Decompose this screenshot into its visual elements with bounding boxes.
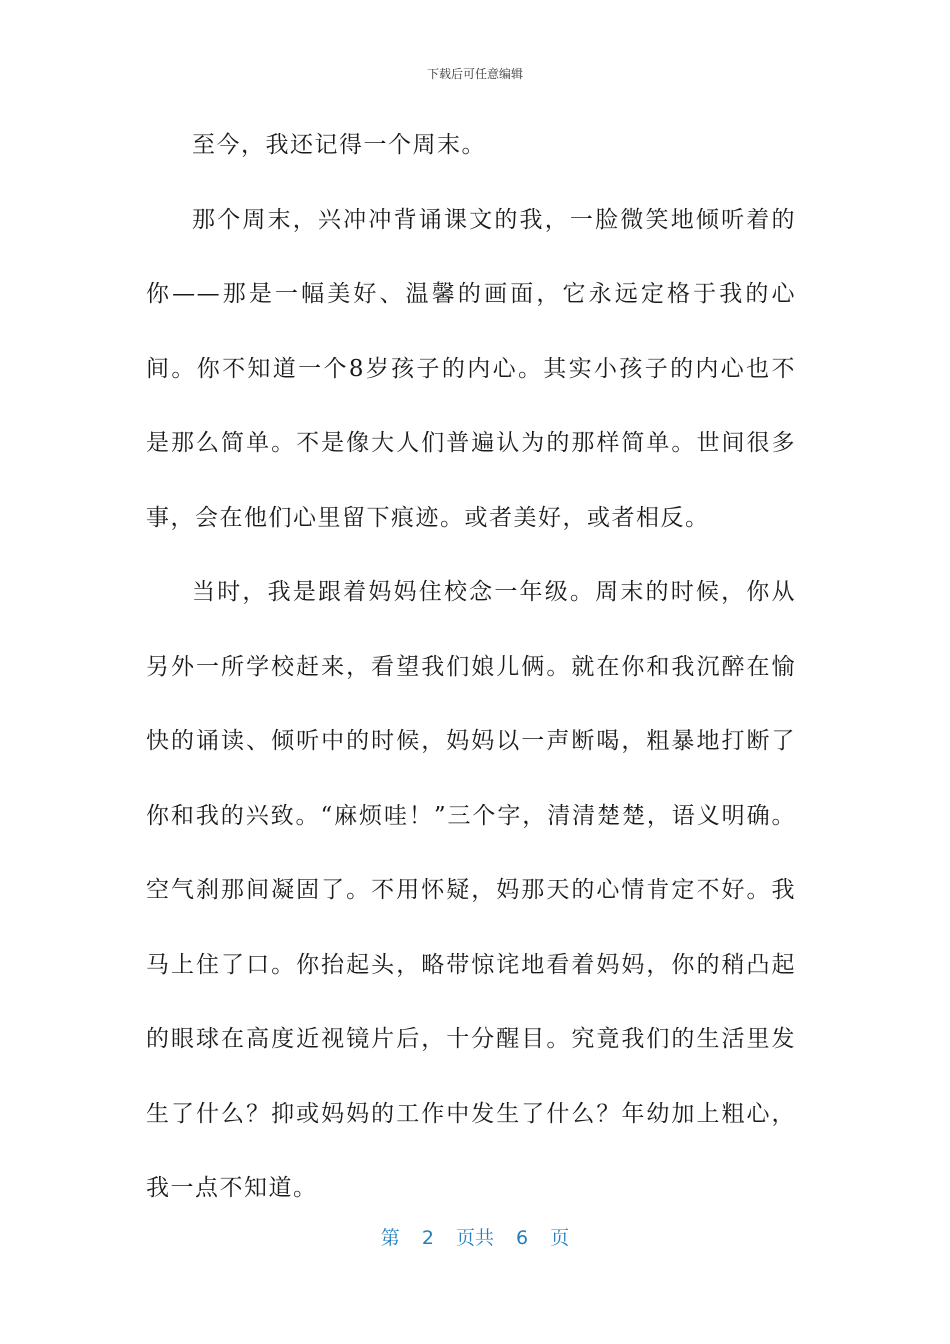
footer-current-page: 2 [421,1227,434,1249]
footer-suffix: 页 [550,1227,570,1249]
page-footer [0,1224,950,1252]
page-header: 下载后可任意编辑 [426,67,523,81]
paragraph-1: 至今，我还记得一个周末。 [192,132,486,158]
paragraph-3: 当时，我是跟着妈妈住校念一年级。周末的时候，你从另外一所学校赶来，看望我们娘儿俩。就在你和我沉醉在愉快的诵读、倾听中的时候，妈妈以一声断喝，粗暴地打断了你和我的兴致。“麻烦哇！”三个字，清清楚楚，语义明确。空气刹那间凝固了。不用怀疑，妈那天的心情肯定不好。我马上住了口。你抬起头，略带惊诧地看着妈妈，你的稍凸起的眼球在高度近视镜片后，十分醒目。究竟我们的生活里发生了什么？抑或妈妈的工作中发生了什么？年幼加上粗心，我一点不知道。 [146,579,796,1201]
paragraph-2: 那个周末，兴冲冲背诵课文的我，一脸微笑地倾听着的你——那是一幅美好、温馨的画面，它永远定格于我的心间。你不知道一个8岁孩子的内心。其实小孩子的内心也不是那么简单。不是像大人们普遍认为的那样简单。世间很多事，会在他们心里留下痕迹。或者美好，或者相反。 [146,206,796,531]
footer-middle: 页共 [455,1227,494,1249]
footer-prefix: 第 [380,1227,400,1249]
footer-total-pages: 6 [516,1227,529,1249]
document-body [146,108,796,1226]
